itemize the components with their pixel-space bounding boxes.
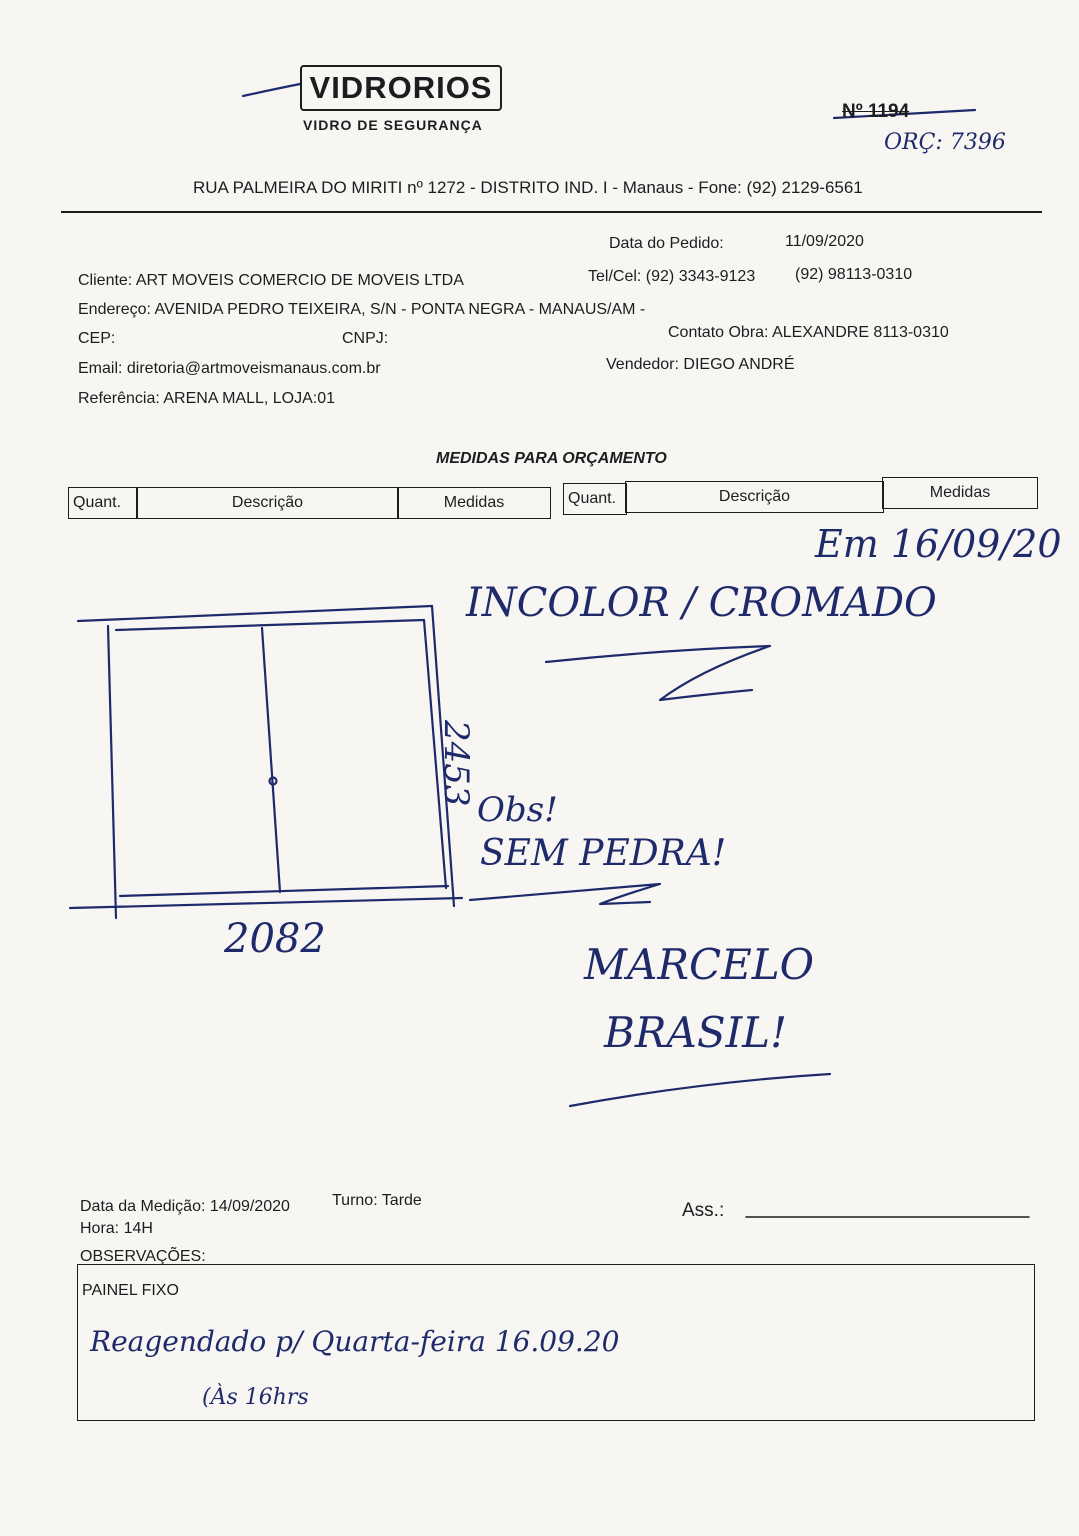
seller-name: Vendedor: DIEGO ANDRÉ xyxy=(606,356,795,373)
measure-date: Data da Medição: 14/09/2020 xyxy=(80,1198,290,1215)
handwritten-date-note: Em 16/09/20 xyxy=(815,522,1062,566)
underline-glass-type xyxy=(546,646,770,700)
measure-time: Hora: 14H xyxy=(80,1220,153,1237)
client-address: Endereço: AVENIDA PEDRO TEIXEIRA, S/N - PONTA NEGRA - MANAUS/AM - xyxy=(78,301,646,318)
reference: Referência: ARENA MALL, LOJA:01 xyxy=(78,390,336,407)
col-descricao-right: Descrição xyxy=(625,481,884,513)
client-email: Email: diretoria@artmoveismanaus.com.br xyxy=(78,360,381,377)
orc-number-handwritten: ORÇ: 7396 xyxy=(884,130,1006,155)
handwritten-width: 2082 xyxy=(224,916,326,962)
col-medidas-right: Medidas xyxy=(882,477,1038,509)
observations-handwritten-2: (Às 16hrs xyxy=(202,1385,309,1410)
brand-logo xyxy=(300,65,502,111)
handwritten-name-line1: MARCELO xyxy=(584,940,815,989)
measure-shift: Turno: Tarde xyxy=(332,1192,422,1209)
handwritten-glass-type: INCOLOR / CROMADO xyxy=(466,580,937,626)
handwritten-note: SEM PEDRA! xyxy=(480,833,727,874)
observations-text: PAINEL FIXO xyxy=(82,1282,179,1299)
order-number: Nº 1194 xyxy=(842,101,910,122)
site-contact: Contato Obra: ALEXANDRE 8113-0310 xyxy=(668,324,949,341)
client-phone-2: (92) 98113-0310 xyxy=(795,266,913,283)
observations-box xyxy=(77,1264,1035,1421)
client-phone: Tel/Cel: (92) 3343-9123 xyxy=(588,268,756,285)
col-quant-right: Quant. xyxy=(563,483,627,515)
col-descricao-left: Descrição xyxy=(136,487,399,519)
header-divider xyxy=(61,211,1042,213)
client-name: Cliente: ART MOVEIS COMERCIO DE MOVEIS LTDA xyxy=(78,272,464,289)
order-date-label: Data do Pedido: xyxy=(609,235,724,252)
cep-label: CEP: xyxy=(78,330,116,347)
handwritten-name-line2: BRASIL! xyxy=(604,1008,787,1057)
door-frame-sketch xyxy=(70,606,462,918)
handwritten-height: 2453 xyxy=(436,720,476,807)
measurements-title: MEDIDAS PARA ORÇAMENTO xyxy=(436,450,667,467)
company-address: RUA PALMEIRA DO MIRITI nº 1272 - DISTRITO IND. I - Manaus - Fone: (92) 2129-6561 xyxy=(193,178,863,197)
underline-name xyxy=(570,1074,830,1106)
cnpj-label: CNPJ: xyxy=(342,330,389,347)
brand-name: VIDRORIOS xyxy=(309,70,493,105)
handwritten-obs: Obs! xyxy=(477,790,558,830)
brand-tagline: VIDRO DE SEGURANÇA xyxy=(303,117,483,133)
col-medidas-left: Medidas xyxy=(397,487,551,519)
observations-label: OBSERVAÇÕES: xyxy=(80,1248,206,1265)
underline-note xyxy=(470,884,660,904)
order-date-value: 11/09/2020 xyxy=(785,233,864,250)
logo-swoosh xyxy=(243,84,300,96)
col-quant-left: Quant. xyxy=(68,487,138,519)
observations-handwritten-1: Reagendado p/ Quarta-feira 16.09.20 xyxy=(90,1325,620,1358)
signature-label: Ass.: xyxy=(682,1200,725,1221)
